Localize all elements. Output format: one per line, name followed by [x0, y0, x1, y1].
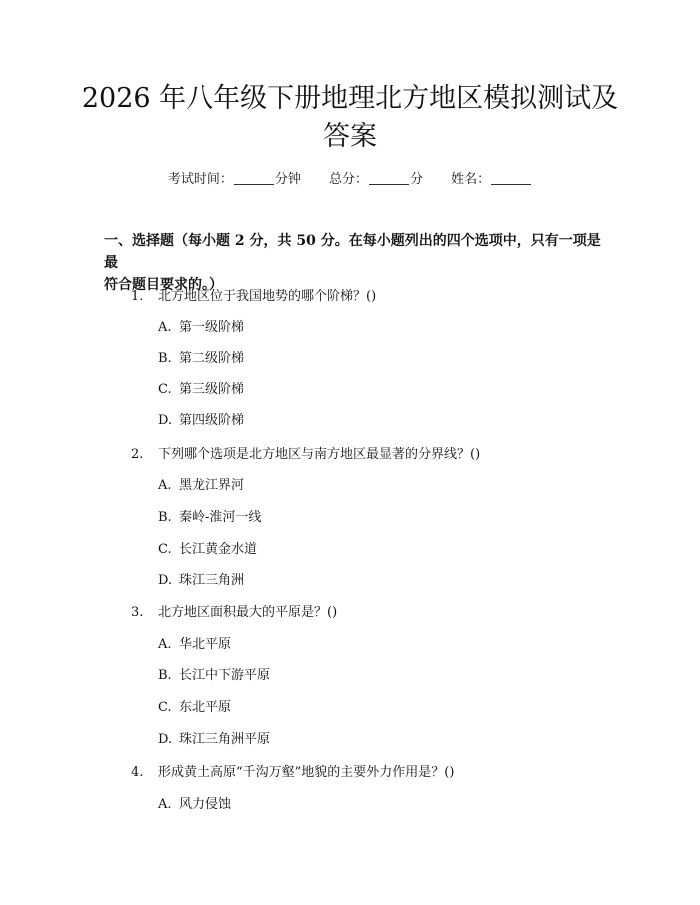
student-name-blank [491, 172, 531, 185]
title-line-2: 答案 [323, 121, 377, 152]
option-letter: D. [158, 732, 173, 747]
option-text: 珠江三角洲平原 [179, 732, 271, 747]
option-letter: C. [158, 700, 172, 715]
question-number: 3. [131, 605, 144, 620]
option-3d [158, 728, 270, 747]
option-text: 长江中下游平原 [179, 668, 271, 683]
option-text: 长江黄金水道 [179, 542, 258, 557]
option-text: 第三级阶梯 [179, 382, 245, 397]
option-letter: D. [158, 413, 173, 428]
option-letter: A. [158, 478, 172, 493]
option-text: 珠江三角洲 [179, 573, 245, 588]
question-text: 北方地区位于我国地势的哪个阶梯？() [158, 289, 377, 304]
question-text: 下列哪个选项是北方地区与南方地区最显著的分界线？() [158, 447, 481, 462]
option-text: 黑龙江界河 [179, 478, 245, 493]
option-1a [158, 316, 244, 335]
page-title [60, 80, 640, 156]
option-1d [158, 409, 244, 428]
exam-time-blank [234, 172, 274, 185]
option-text: 秦岭-淮河一线 [179, 510, 262, 525]
student-name-label: 姓名： [451, 172, 491, 187]
option-letter: A. [158, 637, 172, 652]
option-4a [158, 793, 231, 812]
question-4 [131, 761, 454, 780]
option-3c [158, 696, 231, 715]
option-3b [158, 664, 270, 683]
option-letter: A. [158, 320, 172, 335]
option-3a [158, 633, 231, 652]
exam-time-label: 考试时间： [167, 172, 233, 187]
section-heading-line-2: 符合题目要求的。） [104, 277, 223, 293]
option-text: 东北平原 [179, 700, 232, 715]
exam-time [168, 168, 301, 187]
total-score [329, 168, 423, 187]
total-score-blank [369, 172, 409, 185]
question-3 [131, 601, 337, 620]
question-2 [131, 443, 480, 462]
option-2a [158, 474, 244, 493]
question-number: 1. [131, 289, 144, 304]
option-letter: A. [158, 797, 172, 812]
option-letter: B. [158, 351, 172, 366]
title-line-1: 2026 年八年级下册地理北方地区模拟测试及 [81, 83, 619, 114]
question-1 [131, 285, 376, 304]
option-letter: C. [158, 382, 172, 397]
option-letter: B. [158, 510, 172, 525]
option-letter: C. [158, 542, 172, 557]
option-text: 第二级阶梯 [179, 351, 245, 366]
option-1b [158, 347, 244, 366]
exam-info [0, 168, 700, 187]
option-letter: B. [158, 668, 172, 683]
question-text: 形成黄土高原“千沟万壑”地貌的主要外力作用是？() [158, 765, 455, 780]
student-name [451, 168, 532, 187]
option-text: 第一级阶梯 [179, 320, 245, 335]
total-score-unit: 分 [410, 172, 424, 187]
exam-time-unit: 分钟 [274, 172, 301, 187]
option-text: 华北平原 [179, 637, 232, 652]
option-2d [158, 569, 244, 588]
section-heading-line-1: 一、选择题（每小题 2 分，共 50 分。在每小题列出的四个选项中，只有一项是最 [104, 233, 601, 271]
option-1c [158, 378, 244, 397]
option-text: 风力侵蚀 [179, 797, 232, 812]
total-score-label: 总分： [328, 172, 368, 187]
option-text: 第四级阶梯 [179, 413, 245, 428]
question-text: 北方地区面积最大的平原是？() [158, 605, 338, 620]
option-letter: D. [158, 573, 173, 588]
option-2c [158, 538, 257, 557]
option-2b [158, 506, 261, 525]
question-number: 4. [131, 765, 144, 780]
question-number: 2. [131, 447, 144, 462]
